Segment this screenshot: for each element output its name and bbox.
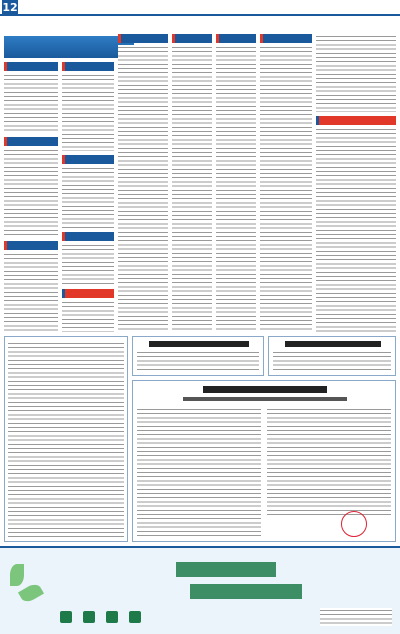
classified-text [62, 300, 114, 332]
section-header [62, 289, 114, 298]
icon-row [60, 608, 260, 622]
notice-title [203, 386, 327, 393]
home-icon [129, 611, 141, 623]
section-header [316, 116, 396, 125]
section-header [62, 232, 114, 241]
section-header [62, 155, 114, 164]
newspaper-logo [22, 1, 70, 14]
sponsor-text [320, 608, 392, 626]
notice-box [4, 336, 128, 542]
classified-text [4, 252, 58, 332]
classified-text [62, 166, 114, 228]
classified-text [216, 45, 256, 332]
home-icon [106, 611, 118, 623]
stamp-icon [341, 511, 367, 537]
home-icon [60, 611, 72, 623]
classifieds-banner [4, 36, 134, 58]
home-icon [83, 611, 95, 623]
notice-text [273, 350, 391, 372]
leaf-icon [18, 581, 44, 604]
slogan-line [176, 562, 276, 577]
classified-text [4, 148, 58, 238]
notice-title [149, 341, 249, 347]
classified-text [62, 73, 114, 151]
section-header [172, 34, 212, 43]
classified-text [4, 73, 58, 133]
notice-text [8, 341, 124, 537]
notice-text [267, 407, 391, 517]
notice-text [137, 350, 259, 372]
classified-text [316, 127, 396, 332]
notice-box [268, 336, 396, 376]
notice-text [137, 407, 261, 537]
leaf-icon [10, 564, 24, 586]
section-header [118, 34, 168, 43]
section-header [62, 62, 114, 71]
notice-box [132, 336, 264, 376]
tax-notice [132, 380, 396, 542]
section-header [260, 34, 312, 43]
section-header [4, 62, 58, 71]
section-header [4, 137, 58, 146]
public-service-ad [0, 546, 400, 634]
classified-text [260, 45, 312, 332]
masthead [0, 0, 400, 16]
section-header [216, 34, 256, 43]
classified-text [62, 243, 114, 285]
section-header [4, 241, 58, 250]
slogan-line [190, 584, 302, 599]
notice-subtitle [183, 397, 347, 401]
notice-title [285, 341, 381, 347]
classified-text [118, 45, 168, 332]
page-number: 12 [2, 1, 18, 14]
classified-text [172, 45, 212, 332]
classified-text [316, 34, 396, 112]
